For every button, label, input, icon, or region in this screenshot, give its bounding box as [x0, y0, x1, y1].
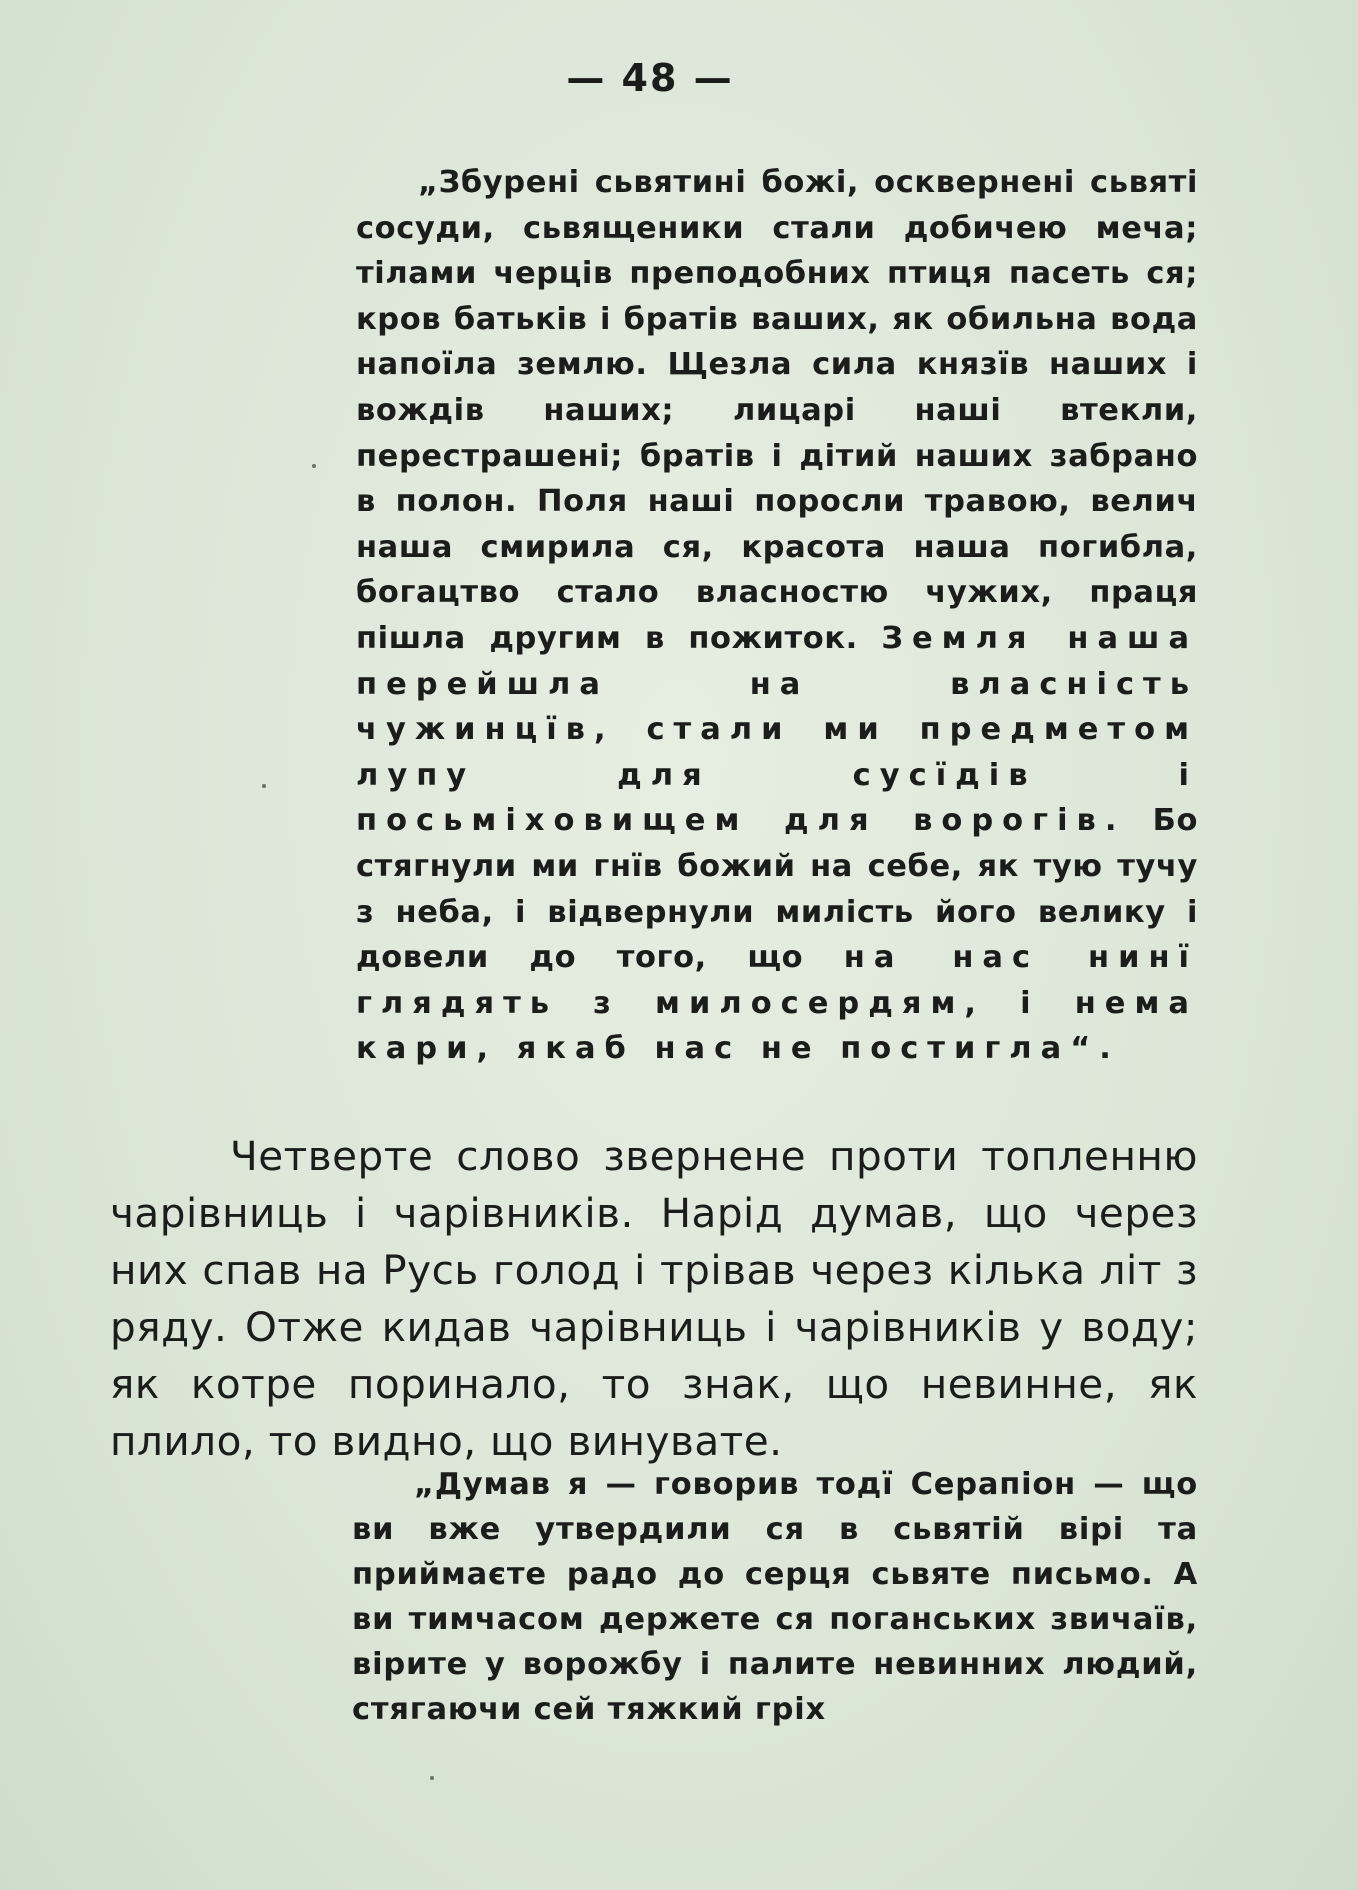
quote-2-text: „Думав я — говорив тодї Серапіон — що ви вже утвердили ся в сьвятій вірі та приймаєте радо до серця сьвяте письмо. А ви тимчасом держете ся поганських звичаїв, вірите у ворожбу і палите невинних людий, стягаючи сей тяжкий гріх: [352, 1467, 1198, 1727]
quote-1-paragraph: [356, 160, 1198, 1072]
quote-block-1: [356, 160, 1198, 1072]
main-paragraph: Четверте слово звернене проти топленню чарівниць і чарівників. Нарід думав, що через них спав на Русь голод і трівав через кілька літ з ряду. Отже кидав чарівниць і чарівників у воду; як котре поринало, то знак, що невинне, як плило, то видно, що винувате.: [110, 1132, 1198, 1465]
paper-speck: [312, 464, 316, 468]
paper-speck: [262, 784, 266, 788]
quote-1-text-2: Бо стягнули ми гнїв божий на себе, як тую тучу з неба, і відвернули милість його велику і довели до того, що: [356, 803, 1198, 976]
paper-speck: [430, 1776, 434, 1780]
quote-1-spaced-text-2: на нас нинї глядять з милосердям, і нема кари, якаб нас не постигла“.: [356, 940, 1198, 1067]
quote-1-text: „Збурені сьвятині божі, осквернені сьвяті сосуди, сьвященики стали добичею меча; тілами черців преподобних птиця пасеть ся; кров батьків і братів ваших, як обильна вода напоїла землю. Щезла сила князїв наших і вождів наших; лицарі наші втекли, перестрашені; братів і дітий наших забрано в полон. Поля наші поросли травою, велич наша смирила ся, красота наша погибла, богацтво стало власностю чужих, праця пішла другим в пожиток.: [356, 165, 1198, 656]
page-number: — 48 —: [566, 56, 734, 100]
quote-1-spaced-text: Земля наша перейшла на власність чужинцїв, стали ми предметом лупу для сусїдів і посьміховищем для ворогів.: [356, 620, 1199, 839]
quote-block-2: [352, 1462, 1198, 1732]
